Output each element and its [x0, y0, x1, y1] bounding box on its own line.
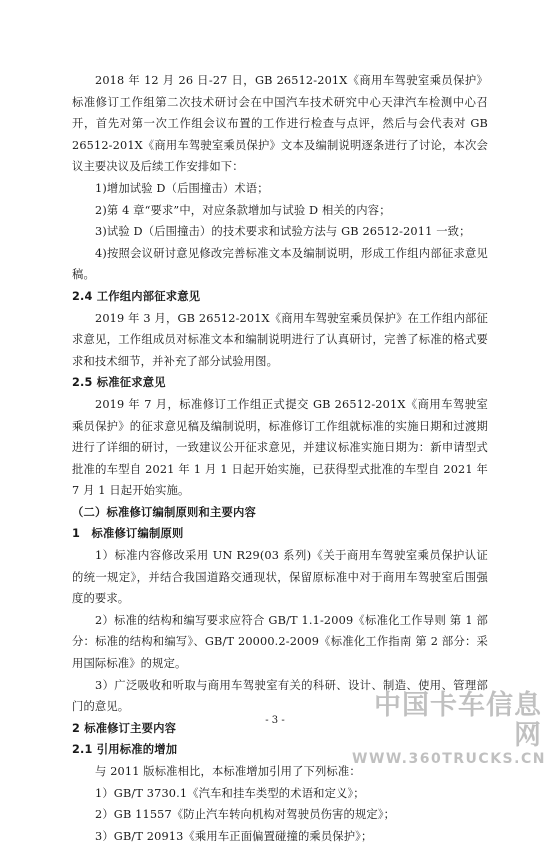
decision-item-4: 4)按照会议研讨意见修改完善标准文本及编制说明，形成工作组内部征求意见稿。 — [72, 246, 488, 282]
principle-item-2: 2）标准的结构和编写要求应符合 GB/T 1.1-2009《标准化工作导则 第 1 部分：标准的结构和编写》、GB/T 20000.2-2009《标准化工作指南 第 2 部分：采用国际标准》的规定。 — [72, 613, 488, 671]
principle-item-1: 1）标准内容修改采用 UN R29(03 系列)《关于商用车驾驶室乘员保护认证的统一规定》，并结合我国道路交通现状，保留原标准中对于商用车驾驶室后围强度的要求。 — [72, 549, 488, 606]
intro-paragraph: 2018 年 12 月 26 日-27 日，GB 26512-201X《商用车驾驶室乘员保护》标准修订工作组第二次技术研讨会在中国汽车技术研究中心天津汽车检测中心召开，首先对第一次工作组会议布置的工作进行检查与点评，然后与会代表对 GB 26512-201X《商用车驾驶室乘员保护》文本及编制说明逐条进行了讨论，本次会议主要决议及后续工作安排如下： — [72, 74, 488, 174]
section-2-4-heading: 2.4 工作组内部征求意见 — [72, 289, 201, 303]
watermark-url: WWW.360TRUCKS.CN — [352, 751, 546, 767]
section-2-1-intro: 与 2011 版标准相比，本标准增加引用了下列标准： — [95, 765, 361, 778]
section-2-1-heading: 2.1 引用标准的增加 — [72, 743, 178, 757]
section-2-5-text: 2019 年 7 月，标准修订工作组正式提交 GB 26512-201X《商用车驾驶室乘员保护》的征求意见稿及编制说明，标准修订工作组就标准的实施日期和过渡期进行了详细的研讨，一致建议公开征求意见，并建议标准实施日期为：新申请型式批准的车型自 2021 年 1 月 1 日起开始实施，已获得型式批准的车型自 2021 年 7 月 1 日起开始实施。 — [72, 397, 488, 498]
section-2-4-text: 2019 年 3 月，GB 26512-201X《商用车驾驶室乘员保护》在工作组内部征求意见，工作组成员对标准文本和编制说明进行了认真研讨，完善了标准的格式要求和技术细节，并补充了部分试验用图。 — [72, 311, 488, 368]
reference-item-3: 3）GB/T 20913《乘用车正面偏置碰撞的乘员保护》； — [95, 829, 373, 843]
page-number: - 3 - — [265, 715, 285, 726]
watermark-logo — [352, 690, 546, 767]
principle-item-3: 3）广泛吸收和听取与商用车驾驶室有关的科研、设计、制造、使用、管理部门的意见。 — [72, 678, 488, 714]
decision-item-3: 3)试验 D（后围撞击）的技术要求和试验方法与 GB 26512-2011 一致； — [95, 225, 471, 239]
section-1-heading: 1 标准修订编制原则 — [72, 527, 184, 541]
reference-item-1: 1）GB/T 3730.1《汽车和挂车类型的术语和定义》； — [95, 786, 365, 800]
reference-item-2: 2）GB 11557《防止汽车转向机构对驾驶员伤害的规定》； — [95, 808, 396, 822]
section-2-heading: 2 标准修订主要内容 — [72, 721, 177, 735]
decision-item-1: 1)增加试验 D（后围撞击）术语； — [95, 181, 269, 195]
section-two-heading: （二）标准修订编制原则和主要内容 — [72, 505, 256, 519]
decision-item-2: 2)第 4 章“要求”中，对应条款增加与试验 D 相关的内容； — [95, 203, 391, 217]
watermark-name: 中国卡车信息网 — [374, 690, 542, 751]
section-2-5-heading: 2.5 标准征求意见 — [72, 376, 166, 390]
